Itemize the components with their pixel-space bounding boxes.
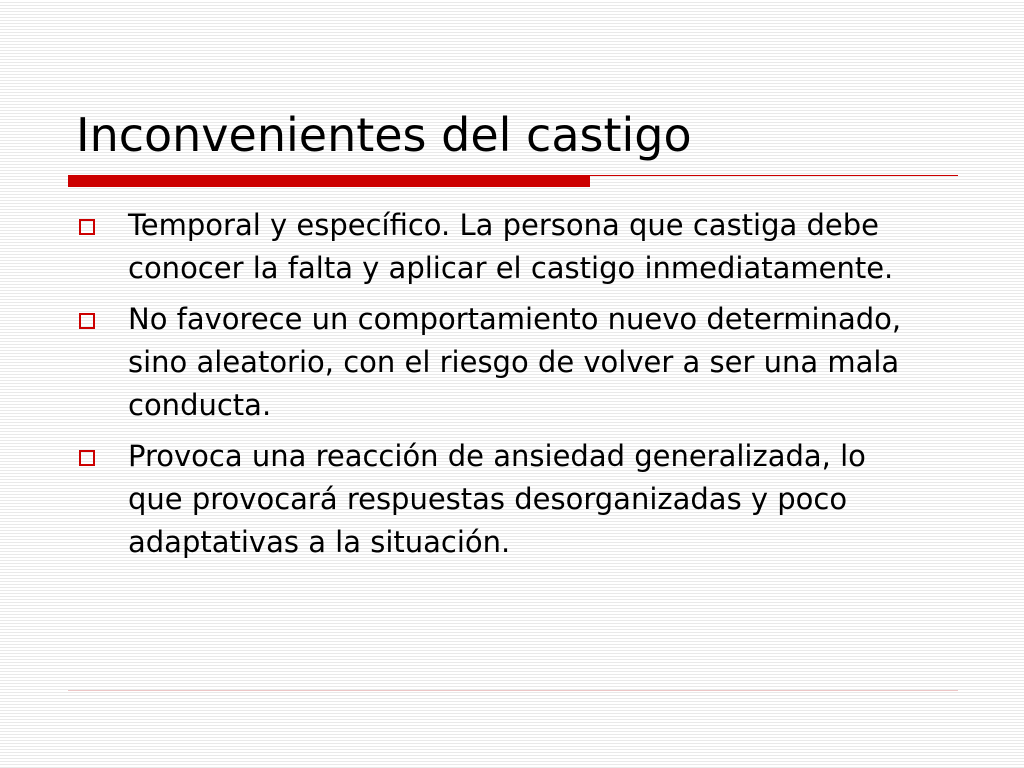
hollow-square-bullet-icon [79,313,95,329]
footer-divider [68,690,958,691]
bullet-item [76,298,926,427]
slide-title: Inconvenientes del castigo [76,108,692,162]
bullet-text: Provoca una reacción de ansiedad generalizada, lo que provocará respuestas desorganizadas y poco adaptativas a la situación. [128,439,866,559]
bullet-item [76,204,926,290]
bullet-text: Temporal y específico. La persona que castiga debe conocer la falta y aplicar el castigo inmediatamente. [128,208,894,285]
hollow-square-bullet-icon [79,219,95,235]
bullet-item [76,435,926,564]
hollow-square-bullet-icon [79,450,95,466]
bullet-list [76,204,926,572]
title-underline-accent [68,175,590,187]
bullet-text: No favorece un comportamiento nuevo determinado, sino aleatorio, con el riesgo de volver a ser una mala conducta. [128,302,902,422]
